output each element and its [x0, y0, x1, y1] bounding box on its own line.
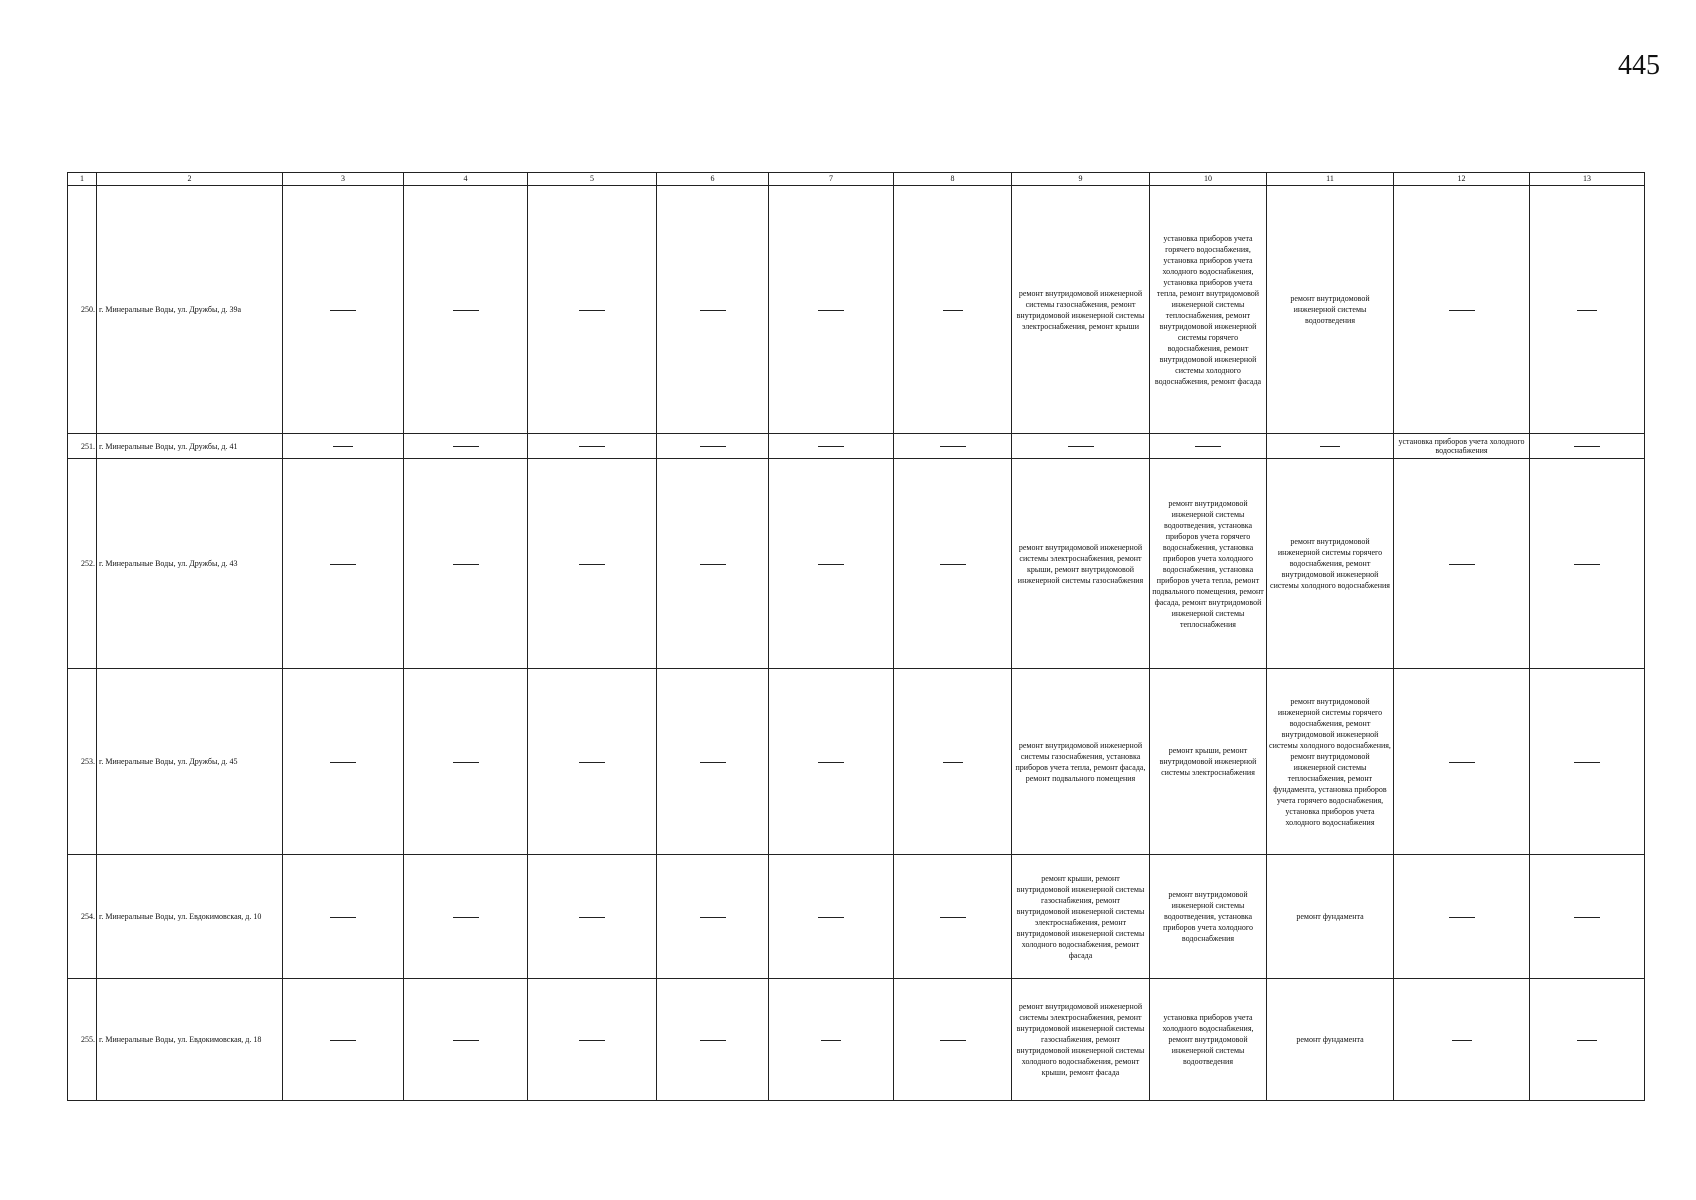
empty-cell — [404, 459, 528, 669]
table-row — [68, 459, 1645, 669]
column-header: 13 — [1530, 173, 1645, 186]
empty-cell — [657, 459, 769, 669]
page-number: 445 — [1618, 50, 1660, 81]
empty-cell — [1530, 669, 1645, 855]
table-row — [68, 855, 1645, 979]
table-row — [68, 669, 1645, 855]
row-number: 253. — [68, 669, 97, 855]
column-header: 2 — [97, 173, 283, 186]
empty-cell — [404, 186, 528, 434]
dash-mark — [700, 762, 726, 763]
empty-cell — [1394, 979, 1530, 1101]
empty-cell — [528, 459, 657, 669]
empty-cell — [1267, 434, 1394, 459]
address-cell: г. Минеральные Воды, ул. Дружбы, д. 45 — [97, 669, 283, 855]
empty-cell — [404, 855, 528, 979]
dash-mark — [1449, 917, 1475, 918]
dash-mark — [700, 564, 726, 565]
column-header: 7 — [769, 173, 894, 186]
empty-cell — [1394, 855, 1530, 979]
dash-mark — [943, 762, 963, 763]
empty-cell — [404, 669, 528, 855]
dash-mark — [330, 762, 356, 763]
dash-mark — [818, 564, 844, 565]
dash-mark — [943, 310, 963, 311]
empty-cell — [894, 459, 1012, 669]
column-header: 4 — [404, 173, 528, 186]
empty-cell — [657, 186, 769, 434]
empty-cell — [769, 186, 894, 434]
dash-mark — [579, 564, 605, 565]
dash-mark — [1574, 917, 1600, 918]
dash-mark — [453, 564, 479, 565]
dash-mark — [579, 310, 605, 311]
works-cell: ремонт внутридомовой инженерной системы электроснабжения, ремонт внутридомовой инженерной системы газоснабжения, ремонт внутридомовой инженерной системы холодного водоснабжения, ремонт крыши, ремонт фасада — [1012, 979, 1150, 1101]
works-cell: установка приборов учета холодного водоснабжения, ремонт внутридомовой инженерной системы водоотведения — [1150, 979, 1267, 1101]
empty-cell — [283, 855, 404, 979]
empty-cell — [769, 979, 894, 1101]
empty-cell — [894, 186, 1012, 434]
row-number: 255. — [68, 979, 97, 1101]
address-cell: г. Минеральные Воды, ул. Дружбы, д. 43 — [97, 459, 283, 669]
empty-cell — [528, 979, 657, 1101]
dash-mark — [1449, 762, 1475, 763]
empty-cell — [528, 669, 657, 855]
dash-mark — [940, 917, 966, 918]
empty-cell — [283, 459, 404, 669]
dash-mark — [453, 917, 479, 918]
works-cell: ремонт внутридомовой инженерной системы газоснабжения, установка приборов учета тепла, ремонт фасада, ремонт подвального помещения — [1012, 669, 1150, 855]
dash-mark — [1449, 310, 1475, 311]
empty-cell — [528, 434, 657, 459]
column-header: 8 — [894, 173, 1012, 186]
empty-cell — [528, 855, 657, 979]
works-cell: ремонт внутридомовой инженерной системы водоотведения, установка приборов учета холодного водоснабжения — [1150, 855, 1267, 979]
empty-cell — [404, 979, 528, 1101]
empty-cell — [1530, 855, 1645, 979]
dash-mark — [1574, 564, 1600, 565]
dash-mark — [818, 446, 844, 447]
works-cell: ремонт крыши, ремонт внутридомовой инженерной системы газоснабжения, ремонт внутридомовой инженерной системы электроснабжения, ремонт внутридомовой инженерной системы холодного водоснабжения, ремонт фасада — [1012, 855, 1150, 979]
dash-mark — [579, 762, 605, 763]
empty-cell — [894, 434, 1012, 459]
row-number: 250. — [68, 186, 97, 434]
address-cell: г. Минеральные Воды, ул. Евдокимовская, д. 18 — [97, 979, 283, 1101]
empty-cell — [894, 979, 1012, 1101]
works-cell: ремонт внутридомовой инженерной системы водоотведения, установка приборов учета горячего водоснабжения, установка приборов учета холодного водоснабжения, установка приборов учета тепла, ремонт подвального помещения, ремонт фасада, ремонт внутридомовой инженерной системы теплоснабжения — [1150, 459, 1267, 669]
empty-cell — [404, 434, 528, 459]
dash-mark — [818, 917, 844, 918]
dash-mark — [1577, 1040, 1597, 1041]
dash-mark — [700, 1040, 726, 1041]
works-cell: ремонт внутридомовой инженерной системы горячего водоснабжения, ремонт внутридомовой инженерной системы холодного водоснабжения — [1267, 459, 1394, 669]
dash-mark — [579, 1040, 605, 1041]
empty-cell — [769, 459, 894, 669]
dash-mark — [579, 446, 605, 447]
row-number: 254. — [68, 855, 97, 979]
dash-mark — [940, 446, 966, 447]
dash-mark — [818, 762, 844, 763]
empty-cell — [657, 855, 769, 979]
works-cell: ремонт фундамента — [1267, 855, 1394, 979]
dash-mark — [1574, 762, 1600, 763]
dash-mark — [453, 446, 479, 447]
dash-mark — [1452, 1040, 1472, 1041]
works-cell: ремонт крыши, ремонт внутридомовой инженерной системы электроснабжения — [1150, 669, 1267, 855]
empty-cell — [769, 855, 894, 979]
column-header: 11 — [1267, 173, 1394, 186]
dash-mark — [453, 1040, 479, 1041]
works-cell: установка приборов учета горячего водоснабжения, установка приборов учета холодного водоснабжения, установка приборов учета тепла, ремонт внутридомовой инженерной системы теплоснабжения, ремонт внутридомовой инженерной системы горячего водоснабжения, ремонт внутридомовой инженерной системы холодного водоснабжения, ремонт фасада — [1150, 186, 1267, 434]
works-cell: ремонт внутридомовой инженерной системы газоснабжения, ремонт внутридомовой инженерной системы электроснабжения, ремонт крыши — [1012, 186, 1150, 434]
dash-mark — [700, 310, 726, 311]
dash-mark — [1320, 446, 1340, 447]
works-cell: установка приборов учета холодного водоснабжения — [1394, 434, 1530, 459]
row-number: 252. — [68, 459, 97, 669]
dash-mark — [1068, 446, 1094, 447]
column-header: 1 — [68, 173, 97, 186]
address-cell: г. Минеральные Воды, ул. Дружбы, д. 41 — [97, 434, 283, 459]
works-cell: ремонт фундамента — [1267, 979, 1394, 1101]
dash-mark — [330, 917, 356, 918]
empty-cell — [1394, 459, 1530, 669]
dash-mark — [333, 446, 353, 447]
dash-mark — [453, 310, 479, 311]
empty-cell — [1150, 434, 1267, 459]
repair-schedule-table — [67, 172, 1645, 1101]
address-cell: г. Минеральные Воды, ул. Евдокимовская, д. 10 — [97, 855, 283, 979]
empty-cell — [769, 669, 894, 855]
address-cell: г. Минеральные Воды, ул. Дружбы, д. 39а — [97, 186, 283, 434]
dash-mark — [818, 310, 844, 311]
empty-cell — [1394, 669, 1530, 855]
empty-cell — [1530, 186, 1645, 434]
works-cell: ремонт внутридомовой инженерной системы электроснабжения, ремонт крыши, ремонт внутридомовой инженерной системы газоснабжения — [1012, 459, 1150, 669]
empty-cell — [283, 186, 404, 434]
empty-cell — [894, 669, 1012, 855]
dash-mark — [700, 917, 726, 918]
empty-cell — [1012, 434, 1150, 459]
empty-cell — [283, 979, 404, 1101]
empty-cell — [769, 434, 894, 459]
dash-mark — [330, 564, 356, 565]
dash-mark — [579, 917, 605, 918]
dash-mark — [1577, 310, 1597, 311]
column-header: 6 — [657, 173, 769, 186]
dash-mark — [330, 1040, 356, 1041]
dash-mark — [1195, 446, 1221, 447]
works-cell: ремонт внутридомовой инженерной системы водоотведения — [1267, 186, 1394, 434]
table-row — [68, 434, 1645, 459]
dash-mark — [700, 446, 726, 447]
empty-cell — [894, 855, 1012, 979]
empty-cell — [283, 669, 404, 855]
dash-mark — [821, 1040, 841, 1041]
table-row — [68, 186, 1645, 434]
column-header: 3 — [283, 173, 404, 186]
empty-cell — [657, 434, 769, 459]
column-header: 5 — [528, 173, 657, 186]
dash-mark — [940, 564, 966, 565]
dash-mark — [1574, 446, 1600, 447]
column-header: 9 — [1012, 173, 1150, 186]
empty-cell — [528, 186, 657, 434]
column-header: 12 — [1394, 173, 1530, 186]
table-row — [68, 979, 1645, 1101]
dash-mark — [453, 762, 479, 763]
empty-cell — [1530, 979, 1645, 1101]
dash-mark — [940, 1040, 966, 1041]
empty-cell — [283, 434, 404, 459]
works-cell: ремонт внутридомовой инженерной системы горячего водоснабжения, ремонт внутридомовой инженерной системы холодного водоснабжения, ремонт внутридомовой инженерной системы теплоснабжения, ремонт фундамента, установка приборов учета горячего водоснабжения, установка приборов учета холодного водоснабжения — [1267, 669, 1394, 855]
column-header: 10 — [1150, 173, 1267, 186]
empty-cell — [657, 979, 769, 1101]
empty-cell — [657, 669, 769, 855]
empty-cell — [1394, 186, 1530, 434]
dash-mark — [1449, 564, 1475, 565]
dash-mark — [330, 310, 356, 311]
empty-cell — [1530, 434, 1645, 459]
row-number: 251. — [68, 434, 97, 459]
empty-cell — [1530, 459, 1645, 669]
column-number-header-row — [68, 173, 1645, 186]
